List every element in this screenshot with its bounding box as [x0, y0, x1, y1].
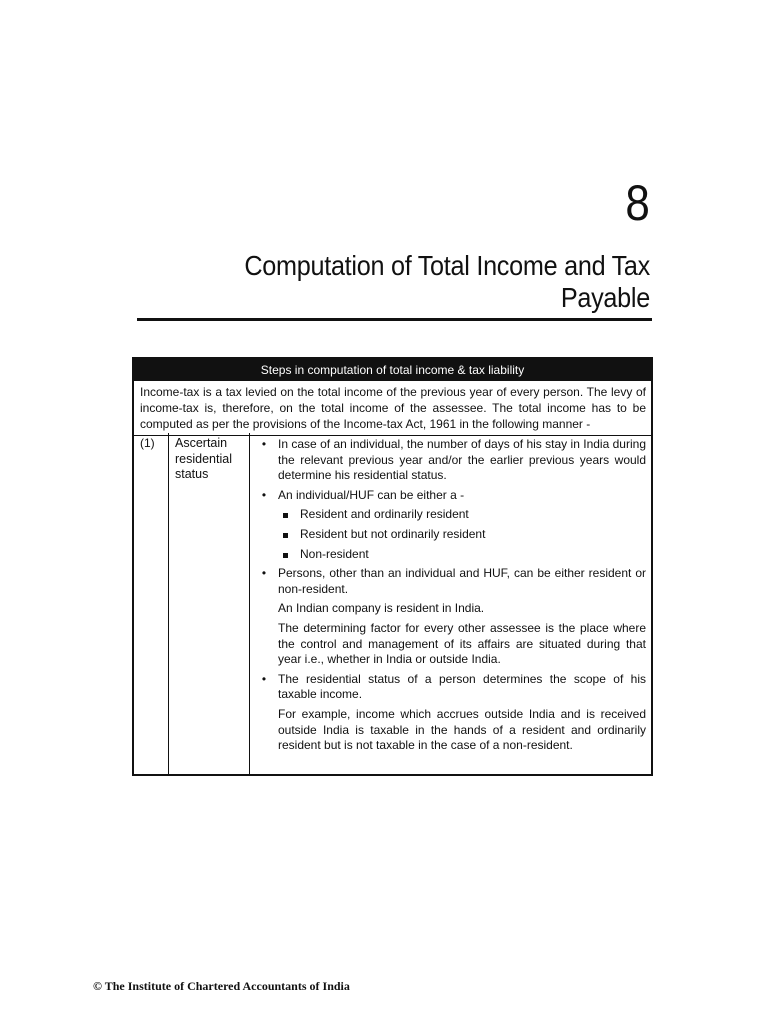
chapter-title: Computation of Total Income and Tax Payable	[244, 250, 650, 313]
step-number: (1)	[134, 433, 169, 774]
bullet-dot-icon: •	[261, 437, 267, 451]
sub-item-text: Non-resident	[300, 546, 369, 561]
sub-list-item	[258, 547, 646, 563]
list-item	[258, 672, 646, 703]
footer-copyright: © The Institute of Chartered Accountants of India	[93, 979, 350, 993]
chapter-title-container	[130, 250, 650, 314]
table-header: Steps in computation of total income & tax liability	[134, 359, 651, 381]
title-underline-rule	[137, 318, 652, 321]
square-bullet-icon	[283, 513, 288, 518]
sub-list-item	[258, 527, 646, 543]
step-description	[250, 433, 651, 774]
sub-item-text: Resident but not ordinarily resident	[300, 526, 486, 541]
bullet-paragraph: For example, income which accrues outside India and is received outside India is taxable in the hands of a resident and ordinarily resident but is not taxable in the case of a non-resident.	[278, 706, 646, 753]
bullet-text: The residential status of a person determines the scope of his taxable income.	[278, 671, 646, 702]
square-bullet-icon	[283, 553, 288, 558]
list-item	[258, 566, 646, 597]
bullet-paragraph: The determining factor for every other assessee is the place where the control and management of its affairs are situated during that year i.e., whether in India or outside India.	[278, 620, 646, 667]
sub-list-item	[258, 507, 646, 523]
list-item	[258, 437, 646, 484]
table-row	[134, 433, 651, 774]
bullet-text: An individual/HUF can be either a -	[278, 487, 465, 502]
bullet-text: In case of an individual, the number of days of his stay in India during the relevant previous year and/or the earlier previous years would determine his residential status.	[278, 437, 646, 483]
sub-item-text: Resident and ordinarily resident	[300, 507, 469, 522]
bullet-dot-icon: •	[261, 566, 267, 581]
list-item	[258, 488, 646, 504]
bullet-dot-icon: •	[261, 487, 267, 502]
table-intro: Income-tax is a tax levied on the total income of the previous year of every person. The levy of income-tax is, therefore, on the total income of the assessee. The total income has to be computed as per the provisions of the Income-tax Act, 1961 in the following manner -	[134, 381, 651, 436]
steps-table	[132, 357, 653, 776]
step-title: Ascertain residential status	[169, 433, 250, 774]
square-bullet-icon	[283, 533, 288, 538]
bullet-paragraph: An Indian company is resident in India.	[278, 601, 485, 616]
bullet-text: Persons, other than an individual and HUF, can be either resident or non-resident.	[278, 566, 646, 596]
bullet-dot-icon: •	[261, 671, 267, 686]
chapter-number: 8	[625, 175, 650, 231]
